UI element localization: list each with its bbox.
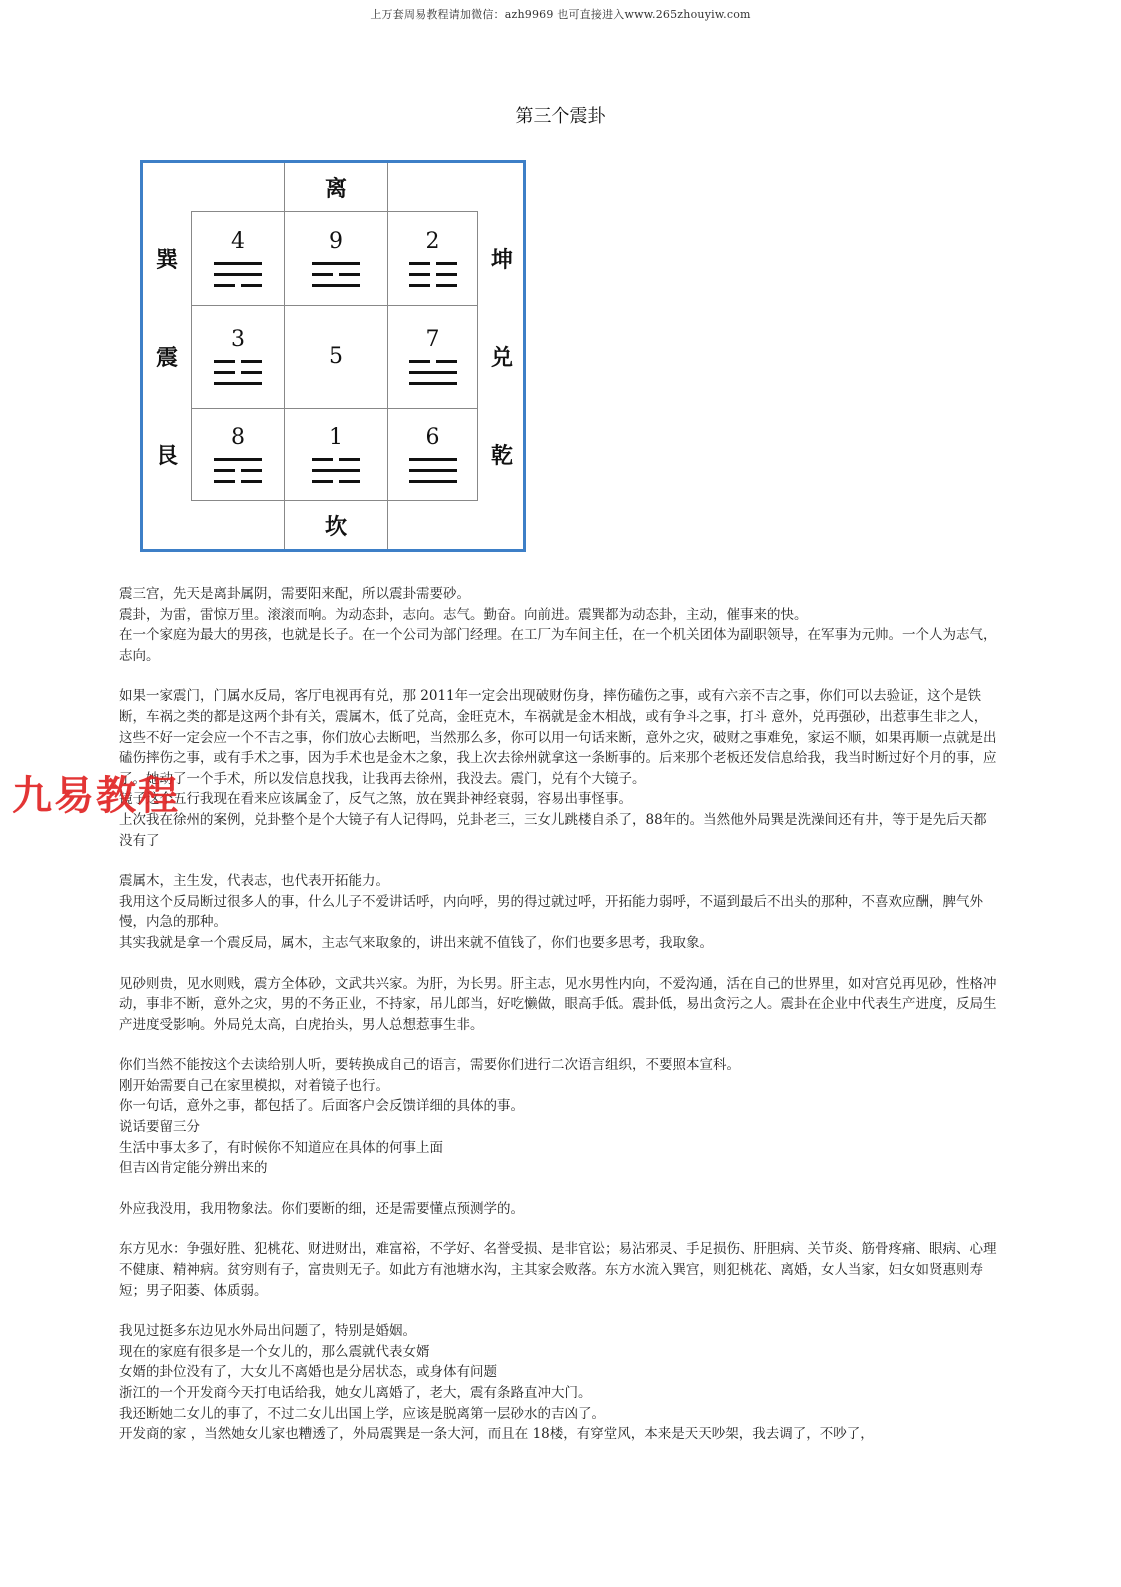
cell-xun: [192, 212, 284, 305]
watermark-logo: 九易教程: [12, 773, 180, 819]
cell-number: 8: [231, 424, 245, 450]
paragraph-line: 外应我没用，我用物象法。你们要断的细，还是需要懂点预测学的。: [119, 1200, 524, 1217]
cell-dui: [388, 306, 477, 408]
paragraph-line: 东方见水：争强好胜、犯桃花、财进财出，难富裕，不学好、名誉受损、是非官讼；易沾邪灵、手足损伤、肝胆病、关节炎、筋骨疼痛、眼病、心理不健康、精神病。贫穷则有子，富贵则无子。如此方有池塘水沟，主其家会败落。东方水流入巽宫，则犯桃花、离婚，女人当家，妇女如贤惠则寿短；男子阳萎、体质弱。: [119, 1241, 997, 1299]
trigram-kun-icon: [409, 262, 457, 288]
cell-zhen: [192, 306, 284, 408]
label-right-top: 坤: [490, 246, 513, 273]
label-bottom: 坎: [324, 513, 347, 540]
paragraph-line: 见砂则贵，见水则贱，震方全体砂，文武共兴家。为肝，为长男。肝主志，见水男性内向，不爱沟通，活在自己的世界里，如对宫兑再见砂，性格冲动，事非不断，意外之灾，男的不务正业，不持家，吊儿郎当，好吃懒做，眼高手低。震卦低，易出贪污之人。震卦在企业中代表生产进度，反局生产进度受影响。外局兑太高，白虎抬头，男人总想惹事生非。: [119, 975, 997, 1033]
paragraph-gap: [119, 954, 999, 974]
paragraph-gap: [119, 851, 999, 871]
trigram-zhen-icon: [214, 360, 262, 386]
paragraph-line: 女婿的卦位没有了，大女儿不离婚也是分居状态，或身体有问题: [119, 1364, 497, 1381]
paragraph-line: 但吉凶肯定能分辨出来的: [119, 1160, 268, 1177]
paragraph-line: 我还断她二女儿的事了，不过二女儿出国上学，应该是脱离第一层砂水的吉凶了。: [119, 1405, 605, 1422]
label-right-bottom: 乾: [490, 442, 513, 469]
label-right-mid: 兑: [490, 345, 513, 371]
paragraph-line: 刚开始需要自己在家里模拟，对着镜子也行。: [119, 1077, 389, 1094]
cell-qian: [388, 409, 477, 500]
paragraph-line: 现在的家庭有很多是一个女儿的，那么震就代表女婿: [119, 1343, 430, 1360]
trigram-gen-icon: [214, 458, 262, 484]
cell-li: [285, 212, 387, 305]
label-top: 离: [324, 175, 347, 202]
paragraph-line: 说话要留三分: [119, 1119, 200, 1136]
cell-number: 2: [425, 228, 440, 254]
header-note: 上万套周易教程请加微信：azh9969 也可直接进入www.265zhouyiw.com: [370, 8, 751, 21]
paragraph-line: 浙江的一个开发商今天打电话给我，她女儿离婚了，老大，震有条路直冲大门。: [119, 1385, 592, 1401]
paragraph-gap: [119, 666, 999, 686]
paragraph-line: 在一个家庭为最大的男孩，也就是长子。在一个公司为部门经理。在工厂为车间主任，在一个机关团体为副职领导，在军事为元帅。一个人为志气，志向。: [119, 627, 997, 664]
cell-kun: [388, 212, 477, 305]
paragraph-gap: [119, 1301, 999, 1321]
trigram-kan-icon: [312, 458, 360, 484]
paragraph-gap: [119, 1035, 999, 1055]
cell-number: 1: [329, 424, 343, 450]
cell-number: 5: [329, 344, 343, 369]
paragraph-line: 上次我在徐州的案例，兑卦整个是个大镜子有人记得吗，兑卦老三，三女儿跳楼自杀了，88年的。当然他外局巽是洗澡间还有井，等于是先后天都没有了: [119, 811, 987, 849]
cell-kan: [285, 409, 387, 500]
paragraph-line: 其实我就是拿一个震反局，属木，主志气来取象的，讲出来就不值钱了，你们也要多思考，我取象。: [119, 934, 713, 951]
trigram-dui-icon: [409, 360, 457, 386]
cell-number: 9: [329, 228, 343, 254]
label-left-top: 巽: [155, 246, 178, 273]
cell-number: 6: [425, 424, 440, 450]
paragraph-line: 镜子这个五行我现在看来应该属金了，反气之煞，放在巽卦神经衰弱，容易出事怪事。: [119, 791, 632, 808]
cell-gen: [192, 409, 284, 500]
paragraph-line: 我用这个反局断过很多人的事，什么儿子不爱讲话呼，内向呼，男的得过就过呼，开拓能力弱呼，不逼到最后不出头的那种，不喜欢应酬，脾气外慢，内急的那种。: [119, 893, 983, 931]
page-title: 第三个震卦: [515, 106, 606, 127]
paragraph-line: 生活中事太多了，有时候你不知道应在具体的何事上面: [119, 1139, 443, 1156]
luoshu-diagram: [140, 160, 526, 552]
cell-number: 4: [231, 228, 245, 254]
trigram-qian-icon: [409, 458, 457, 484]
article-body: [119, 584, 999, 1445]
paragraph-line: 开发商的家 ，当然她女儿家也糟透了，外局震巽是一条大河，而且在 18楼，有穿堂风，本来是天天吵架，我去调了，不吵了，: [119, 1426, 874, 1443]
paragraph-line: 震三宫，先天是离卦属阴，需要阳来配，所以震卦需要砂。: [119, 586, 470, 602]
label-left-mid: 震: [155, 345, 178, 371]
paragraph-gap: [119, 1179, 999, 1199]
cell-center: [285, 306, 387, 408]
paragraph-line: 震属木，主生发，代表志，也代表开拓能力。: [119, 873, 389, 890]
cell-number: 7: [425, 327, 440, 352]
paragraph-line: 你们当然不能按这个去读给别人听，要转换成自己的语言，需要你们进行二次语言组织，不要照本宣科。: [119, 1057, 740, 1074]
paragraph-gap: [119, 1219, 999, 1239]
paragraph-line: 震卦，为雷，雷惊万里。滚滚而响。为动态卦，志向。志气。勤奋。向前进。震巽都为动态卦，主动，催事来的快。: [119, 606, 808, 623]
trigram-xun-icon: [214, 262, 262, 288]
paragraph-line: 我见过挺多东边见水外局出问题了，特别是婚姻。: [119, 1323, 416, 1340]
cell-number: 3: [231, 327, 245, 352]
trigram-li-icon: [312, 262, 360, 288]
paragraph-line: 你一句话，意外之事，都包括了。后面客户会反馈详细的具体的事。: [119, 1098, 524, 1115]
label-left-bottom: 艮: [155, 442, 178, 469]
paragraph-line: 如果一家震门，门属水反局，客厅电视再有兑，那 2011年一定会出现破财伤身，摔伤磕伤之事，或有六亲不吉之事，你们可以去验证，这个是铁断，车祸之类的都是这两个卦有关，震属木，低了兑高，金旺克木，车祸就是金木相战，或有争斗之事，打斗 意外，兑再强砂，出惹事生非之人，这些不好一定会应一个不吉之事，你们放心去断吧，当然那么多，你可以用一句话来断，意外之灾，破财之事难免，家运不顺，如果再顺一点就是出磕伤摔伤之事，或有手术之事，因为手术也是金木之象，我上次去徐州就拿这一条断事的。后来那个老板还发信息给我，我当时断过好个月的事，应了。她动了一个手术，所以发信息找我，让我再去徐州，我没去。震门，兑有个大镜子。: [119, 688, 997, 787]
